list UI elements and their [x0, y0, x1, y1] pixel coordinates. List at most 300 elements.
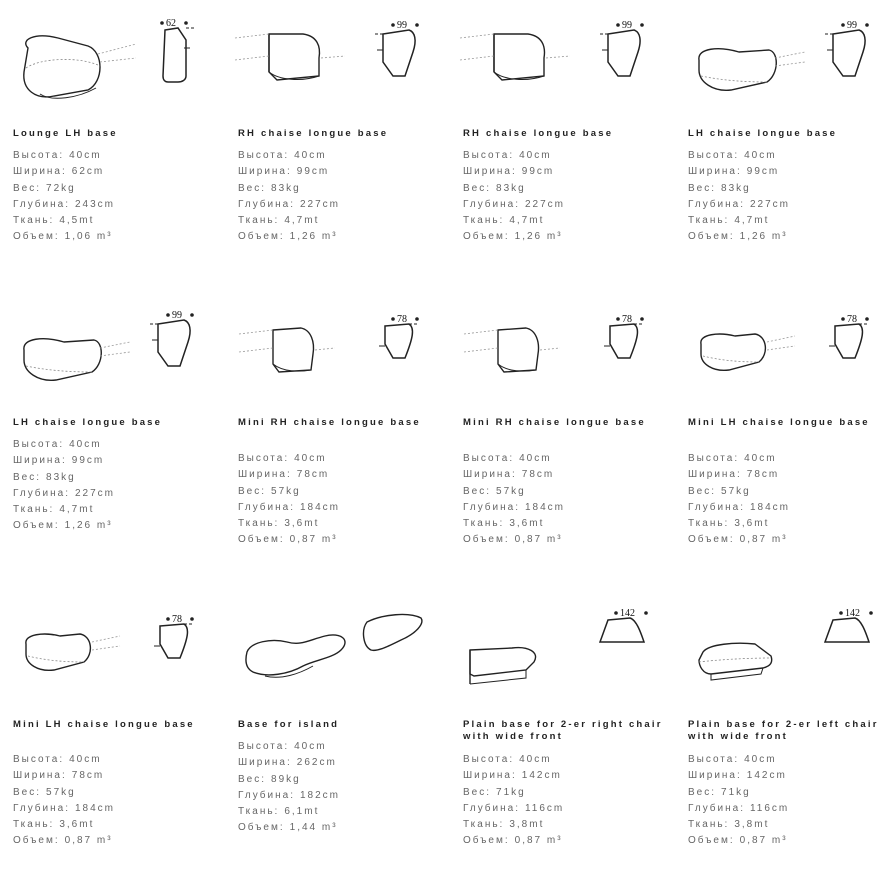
spec-value: 4,5mt	[59, 215, 95, 227]
spec-label: Вес:	[463, 182, 492, 194]
spec-value: 3,6mt	[284, 518, 320, 530]
plan-view	[825, 30, 865, 76]
dimension-label: 78	[397, 314, 407, 325]
spec-value: 57kg	[46, 786, 76, 798]
spec-value: 142cm	[521, 770, 562, 782]
sofa-drawing	[0, 0, 218, 112]
spec-row	[463, 213, 663, 229]
spec-label: Ткань:	[688, 819, 730, 831]
iso-view	[701, 334, 795, 370]
spec-label: Глубина:	[463, 802, 520, 814]
spec-value: 0,87 m³	[514, 534, 563, 546]
spec-row	[688, 817, 888, 833]
spec-label: Глубина:	[238, 501, 295, 513]
spec-label: Вес:	[688, 786, 717, 798]
spec-row	[238, 516, 438, 532]
spec-value: 1,26 m³	[739, 231, 788, 243]
spec-row	[13, 502, 213, 518]
product-illustration	[675, 0, 893, 112]
spec-row	[238, 197, 438, 213]
iso-view	[470, 648, 536, 684]
product-illustration	[0, 290, 218, 402]
spec-row	[238, 181, 438, 197]
spec-list	[13, 437, 213, 535]
spec-label: Ткань:	[463, 215, 505, 227]
spec-label: Ткань:	[13, 819, 55, 831]
spec-row	[463, 833, 663, 849]
spec-value: 40cm	[294, 453, 327, 464]
sofa-drawing	[450, 0, 668, 112]
spec-value: 184cm	[74, 802, 115, 814]
spec-label: Объем:	[13, 520, 60, 532]
product-illustration	[450, 0, 668, 112]
spec-value: 40cm	[69, 439, 102, 450]
spec-label: Ширина:	[13, 770, 67, 782]
spec-label: Объем:	[688, 534, 735, 546]
spec-value: 72kg	[46, 182, 76, 194]
spec-row	[463, 181, 663, 197]
spec-label: Ткань:	[688, 518, 730, 530]
spec-row	[463, 229, 663, 245]
spec-list	[688, 451, 888, 549]
spec-row	[13, 148, 213, 164]
spec-label: Высота:	[13, 150, 65, 161]
spec-value: 57kg	[721, 485, 751, 497]
sofa-drawing	[675, 290, 893, 402]
spec-row	[688, 467, 888, 483]
spec-row	[688, 484, 888, 500]
spec-value: 227cm	[749, 198, 790, 210]
spec-row	[13, 768, 213, 784]
spec-value: 40cm	[744, 150, 777, 161]
product-card	[225, 0, 443, 290]
product-title: RH chaise longue base	[463, 128, 614, 139]
spec-row	[688, 516, 888, 532]
spec-label: Высота:	[13, 439, 65, 450]
dimension-label: 62	[166, 18, 176, 29]
spec-label: Объем:	[238, 822, 285, 834]
spec-label: Объем:	[238, 534, 285, 546]
spec-label: Ширина:	[688, 469, 742, 481]
spec-value: 78cm	[521, 469, 555, 481]
iso-view	[246, 615, 422, 678]
spec-value: 40cm	[294, 150, 327, 161]
product-card	[450, 590, 668, 880]
spec-value: 40cm	[69, 754, 102, 765]
spec-value: 40cm	[744, 453, 777, 464]
spec-row	[13, 833, 213, 849]
spec-value: 1,26 m³	[64, 520, 113, 532]
spec-label: Объем:	[463, 534, 510, 546]
spec-label: Высота:	[688, 754, 740, 765]
spec-row	[13, 213, 213, 229]
sofa-drawing	[0, 290, 218, 402]
product-illustration	[675, 290, 893, 402]
dimension-label: 99	[172, 310, 182, 321]
spec-row	[238, 467, 438, 483]
spec-value: 40cm	[69, 150, 102, 161]
spec-value: 243cm	[74, 198, 115, 210]
spec-value: 4,7mt	[509, 215, 545, 227]
spec-label: Объем:	[463, 835, 510, 847]
product-title: Lounge LH base	[13, 128, 118, 139]
plan-view	[600, 618, 644, 642]
spec-value: 83kg	[46, 471, 76, 483]
spec-value: 227cm	[524, 198, 565, 210]
spec-row	[13, 164, 213, 180]
sofa-drawing	[0, 590, 218, 702]
spec-label: Вес:	[688, 182, 717, 194]
spec-label: Глубина:	[238, 198, 295, 210]
spec-value: 78cm	[746, 469, 780, 481]
spec-row	[13, 785, 213, 801]
spec-value: 184cm	[524, 501, 565, 513]
spec-row	[238, 755, 438, 771]
spec-row	[238, 229, 438, 245]
spec-row	[688, 801, 888, 817]
spec-value: 6,1mt	[284, 806, 320, 818]
iso-view	[26, 634, 120, 670]
spec-value: 40cm	[519, 453, 552, 464]
spec-row	[688, 164, 888, 180]
spec-label: Вес:	[13, 182, 42, 194]
product-card	[675, 290, 893, 580]
spec-value: 227cm	[299, 198, 340, 210]
spec-value: 184cm	[749, 501, 790, 513]
spec-value: 40cm	[519, 150, 552, 161]
iso-view	[699, 49, 805, 91]
spec-row	[463, 467, 663, 483]
plan-view	[604, 324, 644, 358]
spec-value: 83kg	[496, 182, 526, 194]
spec-row	[13, 486, 213, 502]
spec-value: 40cm	[294, 741, 327, 752]
product-title: Mini RH chaise longue base	[238, 417, 421, 428]
spec-row	[13, 817, 213, 833]
spec-value: 89kg	[271, 773, 301, 785]
spec-value: 3,8mt	[509, 819, 545, 831]
spec-list	[688, 148, 888, 246]
spec-label: Объем:	[688, 835, 735, 847]
spec-list	[688, 752, 888, 850]
spec-row	[238, 788, 438, 804]
spec-value: 1,26 m³	[289, 231, 338, 243]
spec-value: 71kg	[721, 786, 751, 798]
spec-row	[688, 532, 888, 548]
spec-label: Объем:	[13, 835, 60, 847]
spec-label: Глубина:	[688, 501, 745, 513]
spec-value: 62cm	[71, 166, 105, 178]
iso-view	[239, 328, 335, 372]
product-card	[0, 290, 218, 580]
spec-label: Глубина:	[688, 198, 745, 210]
spec-value: 262cm	[296, 757, 337, 769]
product-illustration	[225, 290, 443, 402]
spec-list	[238, 148, 438, 246]
spec-value: 0,87 m³	[64, 835, 113, 847]
spec-row	[463, 164, 663, 180]
spec-value: 116cm	[524, 802, 565, 814]
spec-value: 0,87 m³	[739, 534, 788, 546]
product-card	[675, 590, 893, 880]
spec-label: Ширина:	[688, 770, 742, 782]
spec-row	[463, 451, 663, 467]
spec-label: Высота:	[463, 453, 515, 464]
spec-label: Глубина:	[238, 789, 295, 801]
plan-view	[600, 30, 640, 76]
spec-value: 116cm	[749, 802, 790, 814]
spec-label: Глубина:	[688, 802, 745, 814]
spec-label: Вес:	[463, 786, 492, 798]
spec-label: Объем:	[13, 231, 60, 243]
spec-list	[238, 451, 438, 549]
spec-row	[463, 752, 663, 768]
spec-value: 99cm	[71, 455, 105, 467]
dimension-label: 142	[845, 608, 860, 619]
dimension-label: 78	[847, 314, 857, 325]
plan-view	[163, 28, 194, 82]
product-card	[225, 290, 443, 580]
dimension-label: 99	[622, 20, 632, 31]
spec-row	[13, 437, 213, 453]
spec-list	[13, 148, 213, 246]
spec-row	[13, 229, 213, 245]
spec-row	[463, 197, 663, 213]
product-card	[450, 0, 668, 290]
spec-row	[463, 516, 663, 532]
spec-label: Высота:	[238, 453, 290, 464]
product-illustration	[0, 590, 218, 702]
spec-value: 4,7mt	[284, 215, 320, 227]
spec-label: Вес:	[238, 485, 267, 497]
spec-label: Ширина:	[463, 469, 517, 481]
product-title: Base for island	[238, 719, 340, 730]
product-card	[675, 0, 893, 290]
product-title: LH chaise longue base	[688, 128, 838, 139]
sofa-drawing	[450, 290, 668, 402]
spec-row	[463, 768, 663, 784]
spec-label: Ширина:	[13, 166, 67, 178]
spec-row	[238, 451, 438, 467]
spec-label: Ткань:	[463, 819, 505, 831]
spec-value: 57kg	[271, 485, 301, 497]
spec-label: Глубина:	[13, 198, 70, 210]
spec-row	[688, 752, 888, 768]
spec-row	[688, 148, 888, 164]
spec-row	[463, 532, 663, 548]
product-illustration	[675, 590, 893, 702]
spec-value: 3,6mt	[509, 518, 545, 530]
spec-value: 0,87 m³	[739, 835, 788, 847]
spec-label: Вес:	[238, 773, 267, 785]
spec-label: Ткань:	[688, 215, 730, 227]
spec-row	[463, 500, 663, 516]
spec-label: Ткань:	[13, 504, 55, 516]
spec-row	[238, 739, 438, 755]
spec-list	[463, 752, 663, 850]
spec-value: 184cm	[299, 501, 340, 513]
spec-row	[463, 148, 663, 164]
spec-label: Ширина:	[463, 770, 517, 782]
spec-list	[13, 752, 213, 850]
product-title: RH chaise longue base	[238, 128, 389, 139]
spec-row	[688, 197, 888, 213]
product-title: Plain base for 2-er right chair with wide front	[463, 719, 663, 742]
dimension-label: 99	[397, 20, 407, 31]
dimension-label: 142	[620, 608, 635, 619]
spec-row	[238, 532, 438, 548]
product-card	[0, 0, 218, 290]
spec-label: Вес:	[238, 182, 267, 194]
spec-row	[238, 164, 438, 180]
dimension-label: 78	[622, 314, 632, 325]
spec-value: 83kg	[271, 182, 301, 194]
sofa-drawing	[675, 590, 893, 702]
spec-row	[13, 752, 213, 768]
sofa-drawing	[225, 0, 443, 112]
spec-value: 4,7mt	[734, 215, 770, 227]
spec-row	[13, 453, 213, 469]
spec-label: Ширина:	[463, 166, 517, 178]
sofa-drawing	[450, 590, 668, 702]
spec-label: Ширина:	[688, 166, 742, 178]
spec-row	[238, 500, 438, 516]
product-title: Mini LH chaise longue base	[688, 417, 870, 428]
plan-view	[375, 30, 415, 76]
spec-row	[238, 804, 438, 820]
spec-row	[688, 213, 888, 229]
product-illustration	[225, 590, 443, 702]
spec-label: Ткань:	[238, 518, 280, 530]
product-title: Mini RH chaise longue base	[463, 417, 646, 428]
spec-value: 71kg	[496, 786, 526, 798]
spec-label: Высота:	[463, 150, 515, 161]
spec-label: Вес:	[463, 485, 492, 497]
spec-row	[13, 801, 213, 817]
spec-value: 40cm	[744, 754, 777, 765]
sofa-drawing	[225, 590, 443, 702]
spec-value: 83kg	[721, 182, 751, 194]
spec-label: Глубина:	[463, 198, 520, 210]
spec-row	[13, 518, 213, 534]
sofa-drawing	[675, 0, 893, 112]
spec-label: Ширина:	[238, 469, 292, 481]
plan-view	[829, 324, 869, 358]
spec-label: Глубина:	[463, 501, 520, 513]
spec-value: 1,06 m³	[64, 231, 113, 243]
spec-value: 4,7mt	[59, 504, 95, 516]
spec-row	[463, 817, 663, 833]
spec-label: Глубина:	[13, 802, 70, 814]
spec-row	[688, 229, 888, 245]
spec-row	[688, 451, 888, 467]
spec-row	[688, 785, 888, 801]
plan-view	[379, 324, 419, 358]
spec-label: Глубина:	[13, 487, 70, 499]
product-title: Plain base for 2-er left chair with wide front	[688, 719, 879, 742]
product-card	[450, 290, 668, 580]
product-title: LH chaise longue base	[13, 417, 163, 428]
spec-value: 3,6mt	[59, 819, 95, 831]
spec-value: 3,8mt	[734, 819, 770, 831]
spec-value: 57kg	[496, 485, 526, 497]
spec-value: 0,87 m³	[514, 835, 563, 847]
spec-row	[463, 484, 663, 500]
spec-label: Вес:	[688, 485, 717, 497]
spec-label: Ширина:	[13, 455, 67, 467]
spec-label: Ширина:	[238, 166, 292, 178]
product-illustration	[225, 0, 443, 112]
spec-value: 3,6mt	[734, 518, 770, 530]
spec-row	[238, 213, 438, 229]
spec-value: 0,87 m³	[289, 534, 338, 546]
spec-label: Высота:	[238, 741, 290, 752]
spec-label: Вес:	[13, 471, 42, 483]
plan-view	[825, 618, 869, 642]
product-illustration	[450, 290, 668, 402]
spec-row	[688, 500, 888, 516]
dimension-label: 99	[847, 20, 857, 31]
spec-value: 227cm	[74, 487, 115, 499]
spec-label: Объем:	[688, 231, 735, 243]
spec-value: 99cm	[746, 166, 780, 178]
spec-value: 99cm	[296, 166, 330, 178]
iso-view	[24, 36, 136, 98]
dimension-label: 78	[172, 614, 182, 625]
iso-view	[235, 34, 345, 80]
plan-view	[154, 624, 194, 658]
spec-row	[688, 833, 888, 849]
spec-row	[13, 197, 213, 213]
spec-row	[463, 801, 663, 817]
product-illustration	[450, 590, 668, 702]
spec-label: Ткань:	[13, 215, 55, 227]
spec-label: Ширина:	[238, 757, 292, 769]
spec-value: 78cm	[296, 469, 330, 481]
spec-row	[13, 181, 213, 197]
spec-label: Объем:	[238, 231, 285, 243]
product-card	[0, 590, 218, 880]
spec-label: Высота:	[238, 150, 290, 161]
spec-row	[463, 785, 663, 801]
spec-label: Ткань:	[463, 518, 505, 530]
spec-label: Ткань:	[238, 806, 280, 818]
spec-label: Объем:	[463, 231, 510, 243]
spec-label: Высота:	[688, 150, 740, 161]
spec-row	[238, 148, 438, 164]
spec-value: 40cm	[519, 754, 552, 765]
sofa-drawing	[225, 290, 443, 402]
spec-row	[13, 470, 213, 486]
spec-row	[238, 484, 438, 500]
plan-view	[150, 320, 190, 366]
iso-view	[24, 339, 130, 381]
spec-row	[688, 181, 888, 197]
iso-view	[464, 328, 560, 372]
spec-value: 142cm	[746, 770, 787, 782]
spec-list	[238, 739, 438, 837]
spec-row	[688, 768, 888, 784]
product-card	[225, 590, 443, 880]
spec-label: Ткань:	[238, 215, 280, 227]
spec-label: Высота:	[13, 754, 65, 765]
spec-row	[238, 772, 438, 788]
spec-value: 1,44 m³	[289, 822, 338, 834]
iso-view	[460, 34, 570, 80]
spec-row	[238, 820, 438, 836]
product-title: Mini LH chaise longue base	[13, 719, 195, 730]
spec-value: 1,26 m³	[514, 231, 563, 243]
